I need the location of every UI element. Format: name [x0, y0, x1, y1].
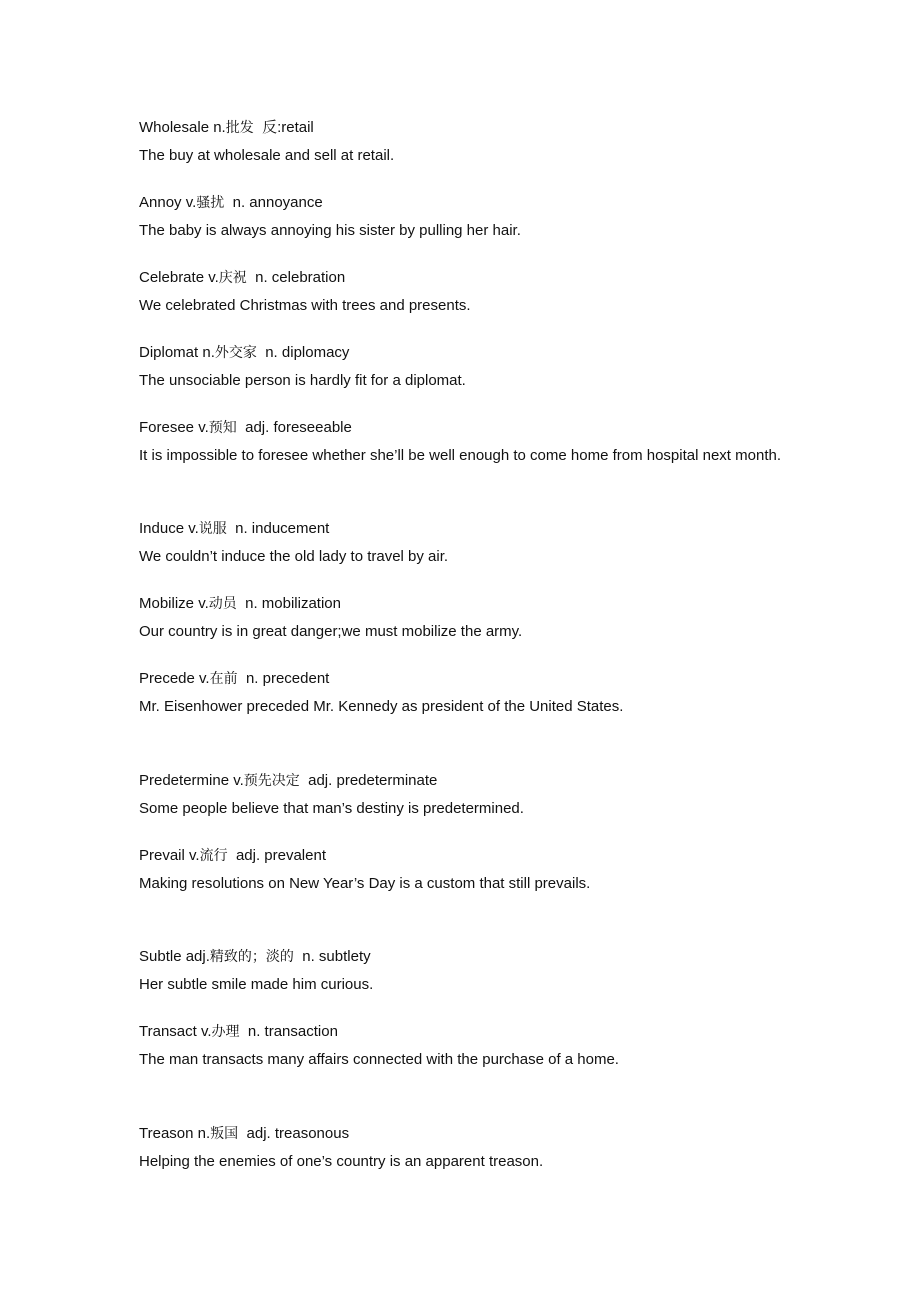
example-sentence: It is impossible to foresee whether she’ll be well enough to come home from hospital next month.	[139, 447, 781, 464]
related-form: n. celebration	[255, 269, 346, 286]
chinese-meaning: 流行	[199, 848, 228, 864]
vocab-entry-diplomat	[139, 339, 799, 394]
headword-line	[139, 515, 799, 543]
chinese-meaning: 说服	[198, 521, 227, 537]
vocab-entry-transact	[139, 1018, 799, 1073]
example-sentence: Making resolutions on New Year’s Day is a custom that still prevails.	[139, 875, 591, 892]
chinese-meaning: 叛国	[210, 1126, 239, 1142]
example-sentence: Our country is in great danger;we must mobilize the army.	[139, 623, 523, 640]
vocab-entry-subtle	[139, 943, 799, 998]
chinese-meaning: 批发	[225, 120, 254, 136]
vocab-entry-precede	[139, 665, 799, 720]
part-of-speech: n.	[197, 1125, 211, 1142]
headword-line	[139, 1018, 799, 1046]
related-form: adj. treasonous	[246, 1125, 350, 1142]
vocab-entry-treason	[139, 1120, 799, 1175]
vocab-entry-wholesale	[139, 114, 799, 169]
example-sentence: The unsociable person is hardly fit for a diplomat.	[139, 372, 466, 389]
part-of-speech: v.	[189, 847, 200, 864]
related-form: n. subtlety	[302, 948, 371, 965]
part-of-speech: v.	[200, 1023, 212, 1040]
part-of-speech: n.	[202, 344, 215, 361]
chinese-meaning: 办理	[211, 1024, 240, 1040]
example-sentence: Mr. Eisenhower preceded Mr. Kennedy as president of the United States.	[139, 698, 624, 715]
headword-line	[139, 767, 799, 795]
headword: Treason	[139, 1125, 194, 1142]
headword-line	[139, 590, 799, 618]
headword: Celebrate	[139, 269, 205, 286]
example-sentence: Her subtle smile made him curious.	[139, 976, 374, 993]
headword: Induce	[139, 520, 185, 537]
related-form: n. precedent	[245, 670, 330, 687]
part-of-speech: v.	[199, 670, 210, 687]
part-of-speech: v.	[188, 520, 199, 537]
vocab-entry-foresee	[139, 414, 799, 469]
headword-line	[139, 189, 799, 217]
related-form: adj. prevalent	[235, 847, 326, 864]
part-of-speech: n.	[213, 119, 226, 136]
related-form: adj. foreseeable	[245, 419, 352, 436]
vocab-entry-predetermine	[139, 767, 799, 822]
headword-line	[139, 414, 799, 442]
vocab-entry-induce	[139, 515, 799, 570]
related-form: n. inducement	[235, 520, 330, 537]
example-sentence: Helping the enemies of one’s country is an apparent treason.	[139, 1153, 544, 1170]
related-form: n. transaction	[247, 1023, 338, 1040]
headword: Precede	[139, 670, 195, 687]
part-of-speech: v.	[185, 194, 197, 211]
related-form: n. mobilization	[245, 595, 341, 612]
headword: Diplomat	[139, 344, 199, 361]
headword-line	[139, 1120, 799, 1148]
headword: Mobilize	[139, 595, 195, 612]
headword: Foresee	[139, 419, 195, 436]
chinese-meaning: 精致的；淡的	[209, 949, 294, 965]
headword: Wholesale	[139, 119, 210, 136]
headword-line	[139, 842, 799, 870]
headword: Subtle	[139, 948, 182, 965]
headword: Predetermine	[139, 772, 230, 789]
vocab-entry-mobilize	[139, 590, 799, 645]
related-form: n. diplomacy	[265, 344, 350, 361]
related-form: n. annoyance	[232, 194, 323, 211]
headword-line	[139, 943, 799, 971]
headword-line	[139, 339, 799, 367]
chinese-meaning: 外交家	[214, 345, 257, 361]
chinese-meaning: 预知	[208, 420, 237, 436]
example-sentence: The baby is always annoying his sister by pulling her hair.	[139, 222, 521, 239]
chinese-meaning: 骚扰	[196, 195, 225, 211]
part-of-speech: adj.	[185, 948, 210, 965]
vocab-entry-prevail	[139, 842, 799, 897]
headword-line	[139, 665, 799, 693]
vocab-entry-celebrate	[139, 264, 799, 319]
example-sentence: We couldn’t induce the old lady to travel by air.	[139, 548, 449, 565]
headword: Prevail	[139, 847, 185, 864]
headword: Annoy	[139, 194, 182, 211]
example-sentence: The man transacts many affairs connected with the purchase of a home.	[139, 1051, 619, 1068]
chinese-meaning: 预先决定	[243, 773, 300, 789]
headword-line	[139, 114, 799, 142]
headword: Transact	[139, 1023, 197, 1040]
example-sentence: We celebrated Christmas with trees and presents.	[139, 297, 471, 314]
headword-line	[139, 264, 799, 292]
chinese-meaning: 动员	[208, 596, 237, 612]
part-of-speech: v.	[233, 772, 244, 789]
example-sentence: The buy at wholesale and sell at retail.	[139, 147, 395, 164]
vocab-entry-annoy	[139, 189, 799, 244]
part-of-speech: v.	[198, 419, 209, 436]
part-of-speech: v.	[208, 269, 219, 286]
chinese-meaning: 庆祝	[218, 270, 247, 286]
related-form: 反:retail	[262, 119, 314, 136]
chinese-meaning: 在前	[209, 671, 238, 687]
example-sentence: Some people believe that man’s destiny is predetermined.	[139, 800, 524, 817]
related-form: adj. predeterminate	[308, 772, 438, 789]
part-of-speech: v.	[198, 595, 209, 612]
